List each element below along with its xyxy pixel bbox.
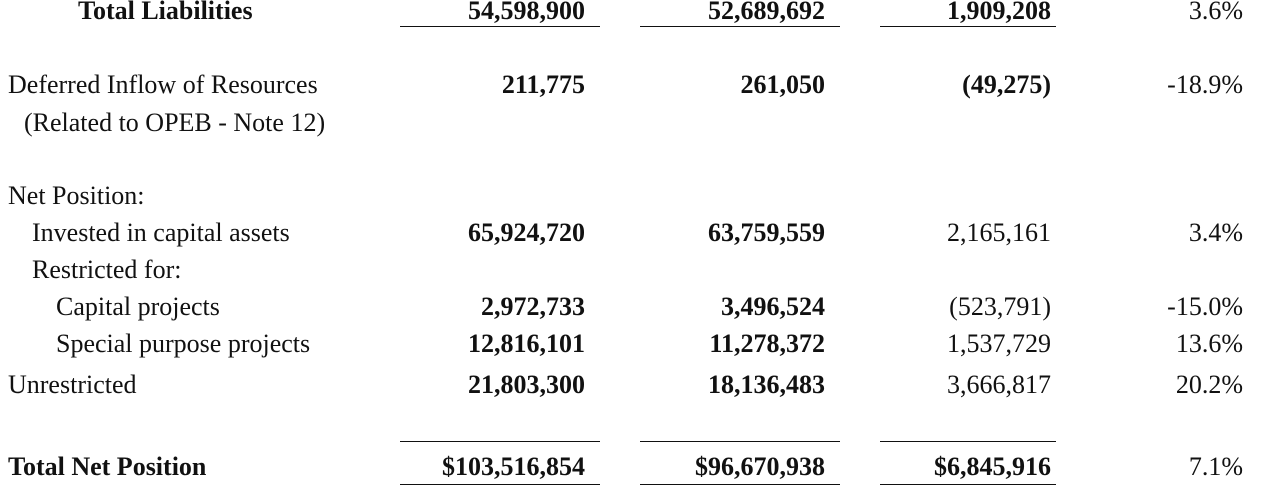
invested-capital-prior: 63,759,559 — [708, 218, 825, 247]
total-net-position-current: $103,516,854 — [442, 452, 585, 481]
total-net-position-prior: $96,670,938 — [695, 452, 825, 481]
deferred-inflow-pct: -18.9% — [1167, 70, 1243, 99]
underline-col3-liabilities — [880, 26, 1056, 27]
special-purpose-label: Special purpose projects — [56, 329, 311, 358]
deferred-inflow-label: Deferred Inflow of Resources — [8, 70, 318, 99]
capital-projects-label: Capital projects — [56, 292, 220, 321]
overline-col3-total — [880, 441, 1056, 442]
unrestricted-change: 3,666,817 — [947, 370, 1051, 399]
underline-col2-liabilities — [640, 26, 840, 27]
total-net-position-change: $6,845,916 — [934, 452, 1051, 481]
restricted-header: Restricted for: — [32, 255, 182, 284]
total-liabilities-prior: 52,689,692 — [708, 0, 825, 25]
underline-col1-total — [400, 484, 600, 485]
deferred-inflow-change: (49,275) — [962, 70, 1051, 99]
total-liabilities-pct: 3.6% — [1188, 0, 1243, 25]
total-liabilities-change: 1,909,208 — [947, 0, 1051, 25]
total-net-position-label: Total Net Position — [8, 452, 207, 481]
deferred-inflow-prior: 261,050 — [740, 70, 825, 99]
capital-projects-pct: -15.0% — [1167, 292, 1243, 321]
deferred-inflow-current: 211,775 — [501, 70, 585, 99]
capital-projects-current: 2,972,733 — [481, 292, 585, 321]
special-purpose-prior: 11,278,372 — [709, 329, 825, 358]
special-purpose-pct: 13.6% — [1175, 329, 1243, 358]
unrestricted-prior: 18,136,483 — [708, 370, 825, 399]
capital-projects-change: (523,791) — [949, 292, 1051, 321]
invested-capital-change: 2,165,161 — [947, 218, 1051, 247]
underline-col1-liabilities — [400, 26, 600, 27]
overline-col2-total — [640, 441, 840, 442]
underline-col2-total — [640, 484, 840, 485]
total-net-position-pct: 7.1% — [1188, 452, 1243, 481]
invested-capital-label: Invested in capital assets — [32, 218, 290, 247]
unrestricted-label: Unrestricted — [8, 370, 137, 399]
total-liabilities-label: Total Liabilities — [78, 0, 253, 25]
invested-capital-pct: 3.4% — [1188, 218, 1243, 247]
special-purpose-current: 12,816,101 — [468, 329, 585, 358]
net-position-header: Net Position: — [8, 181, 145, 210]
special-purpose-change: 1,537,729 — [947, 329, 1051, 358]
unrestricted-current: 21,803,300 — [468, 370, 585, 399]
invested-capital-current: 65,924,720 — [468, 218, 585, 247]
unrestricted-pct: 20.2% — [1175, 370, 1243, 399]
total-liabilities-current: 54,598,900 — [468, 0, 585, 25]
overline-col1-total — [400, 441, 600, 442]
deferred-inflow-sublabel: (Related to OPEB - Note 12) — [24, 108, 326, 137]
capital-projects-prior: 3,496,524 — [721, 292, 825, 321]
underline-col3-total — [880, 484, 1056, 485]
